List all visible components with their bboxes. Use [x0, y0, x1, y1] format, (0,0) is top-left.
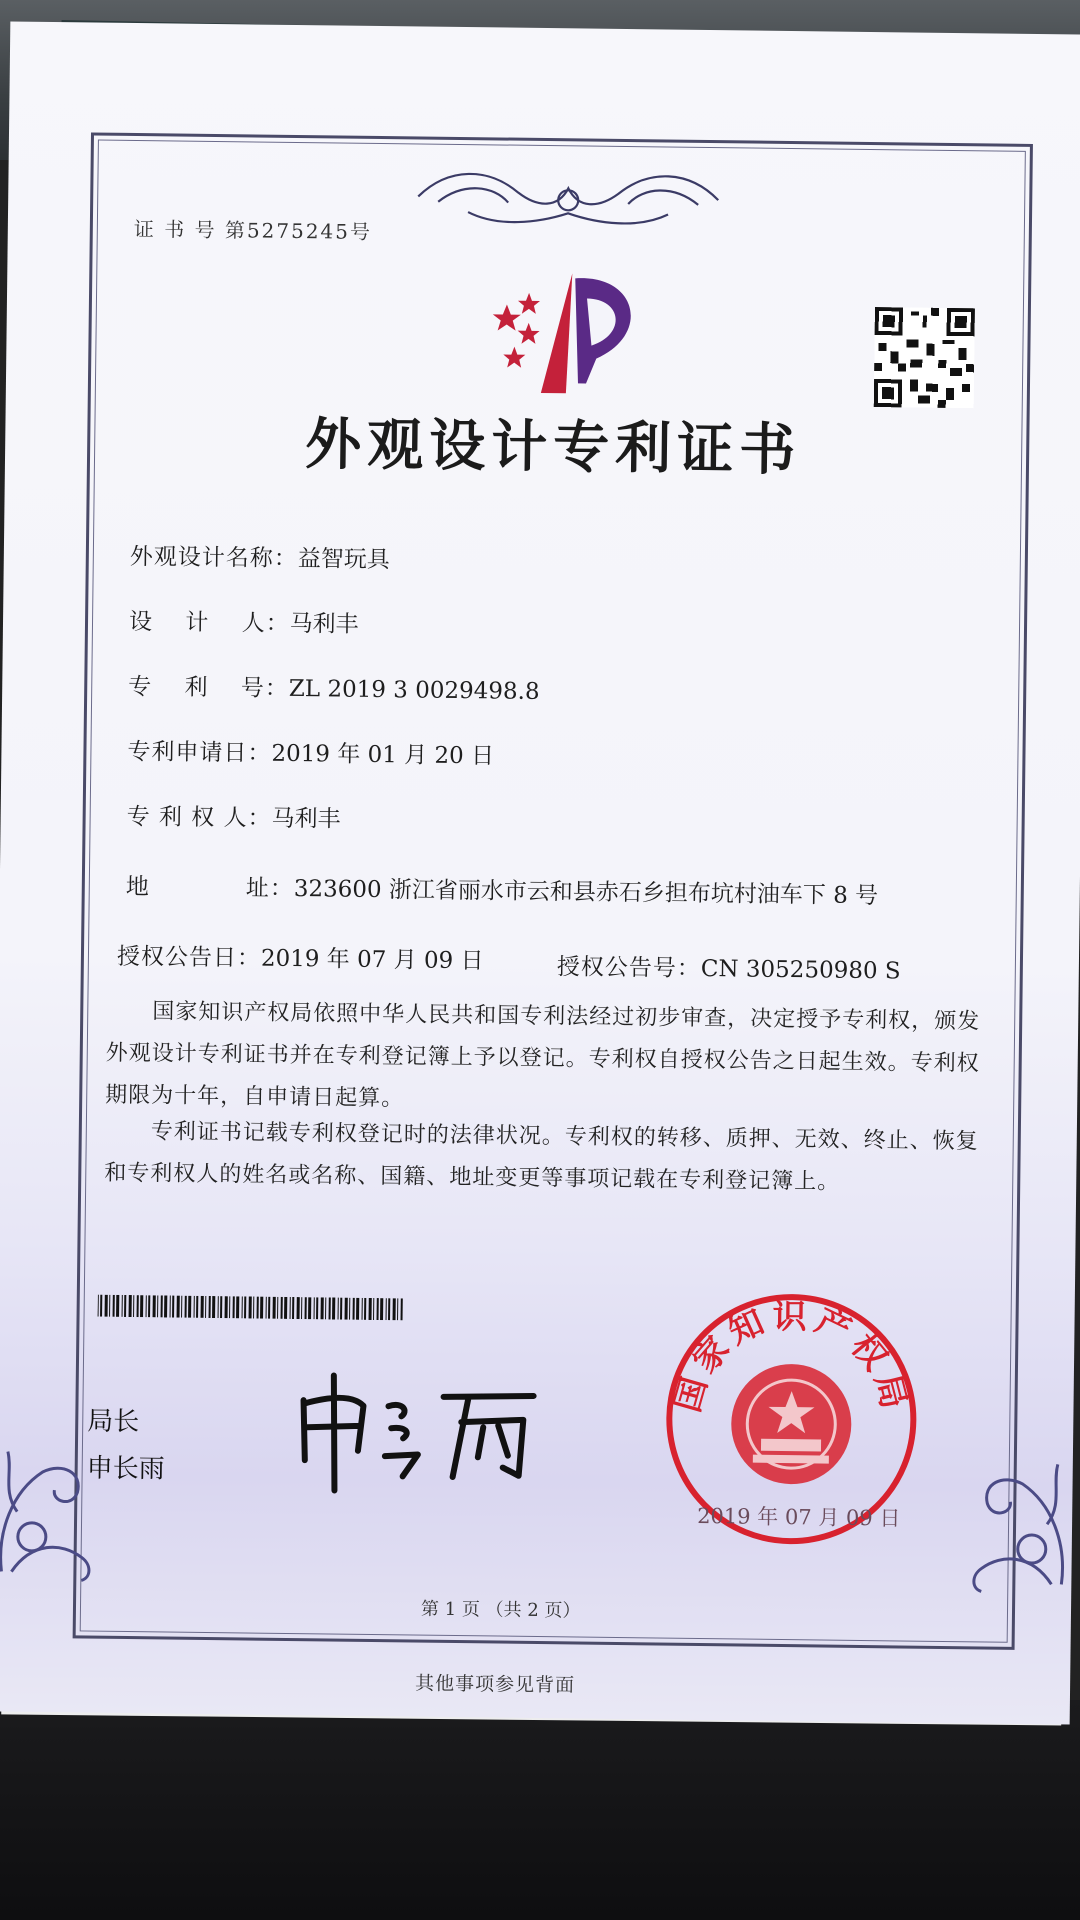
grant-number-value: CN 305250980 S: [700, 955, 901, 985]
patent-number-row: [128, 668, 540, 706]
patent-office-emblem: [486, 262, 658, 404]
grant-number-label: 授权公告号：: [556, 954, 701, 982]
corner-ornament-right: [951, 1443, 1073, 1594]
grant-statement-paragraph: 国家知识产权局依照中华人民共和国专利法经过初步审查，决定授予专利权，颁发外观设计专利证书并在专利登记簿上予以登记。专利权自授权公告之日起生效。专利权期限为十年，自申请日起算。: [105, 999, 981, 1112]
patent-number-value: ZL 2019 3 0029498.8: [288, 675, 540, 705]
designer-row: [129, 603, 359, 639]
grant-date-row: [117, 938, 484, 975]
application-date-label: 专利申请日：: [127, 738, 272, 767]
certificate-title: 外观设计专利证书: [304, 411, 802, 484]
top-ornament: [408, 156, 729, 240]
seal-text: 国家知识产权局: [667, 1296, 916, 1419]
barcode: [98, 1295, 408, 1321]
see-reverse-note: 其他事项参见背面: [414, 1672, 576, 1697]
address-value: 323600 浙江省丽水市云和县赤石乡担布坑村油车下 8 号: [293, 875, 879, 910]
director-name: 申长雨: [86, 1453, 165, 1485]
table-surface: [0, 1700, 1080, 1920]
legal-status-paragraph: 专利证书记载专利权登记时的法律状况。专利权的转移、质押、无效、终止、恢复和专利权人的姓名或名称、国籍、地址变更等事项记载在专利登记簿上。: [104, 1119, 979, 1195]
design-name-row: [130, 538, 390, 574]
designer-value: 马利丰: [289, 610, 359, 638]
patentee-label: 专 利 权 人：: [126, 803, 272, 832]
patentee-value: 马利丰: [271, 805, 341, 833]
grant-date-value: 2019 年 07 月 09 日: [260, 945, 484, 975]
patent-number-label: 专 利 号：: [128, 673, 290, 702]
seal-date: 2019 年 07 月 09 日: [697, 1503, 901, 1531]
design-name-value: 益智玩具: [297, 546, 390, 574]
application-date-row: [127, 733, 494, 770]
application-date-value: 2019 年 01 月 20 日: [271, 740, 495, 770]
page-number: 第 1 页 （共 2 页）: [420, 1598, 581, 1622]
director-title: 局长: [87, 1406, 140, 1438]
grant-date-label: 授权公告日：: [116, 943, 262, 972]
grant-number-row: [557, 948, 901, 985]
director-signature: [292, 1365, 564, 1498]
address-label: 地 址：: [125, 873, 294, 902]
certificate-number: 证 书 号 第5275245号: [133, 216, 373, 244]
corner-ornament-left: [0, 1431, 113, 1582]
designer-label: 设 计 人：: [128, 608, 290, 637]
patentee-row: [126, 798, 340, 834]
design-name-label: 外观设计名称：: [129, 543, 298, 573]
qr-code: [874, 307, 975, 408]
certificate-page: [0, 21, 1080, 1724]
